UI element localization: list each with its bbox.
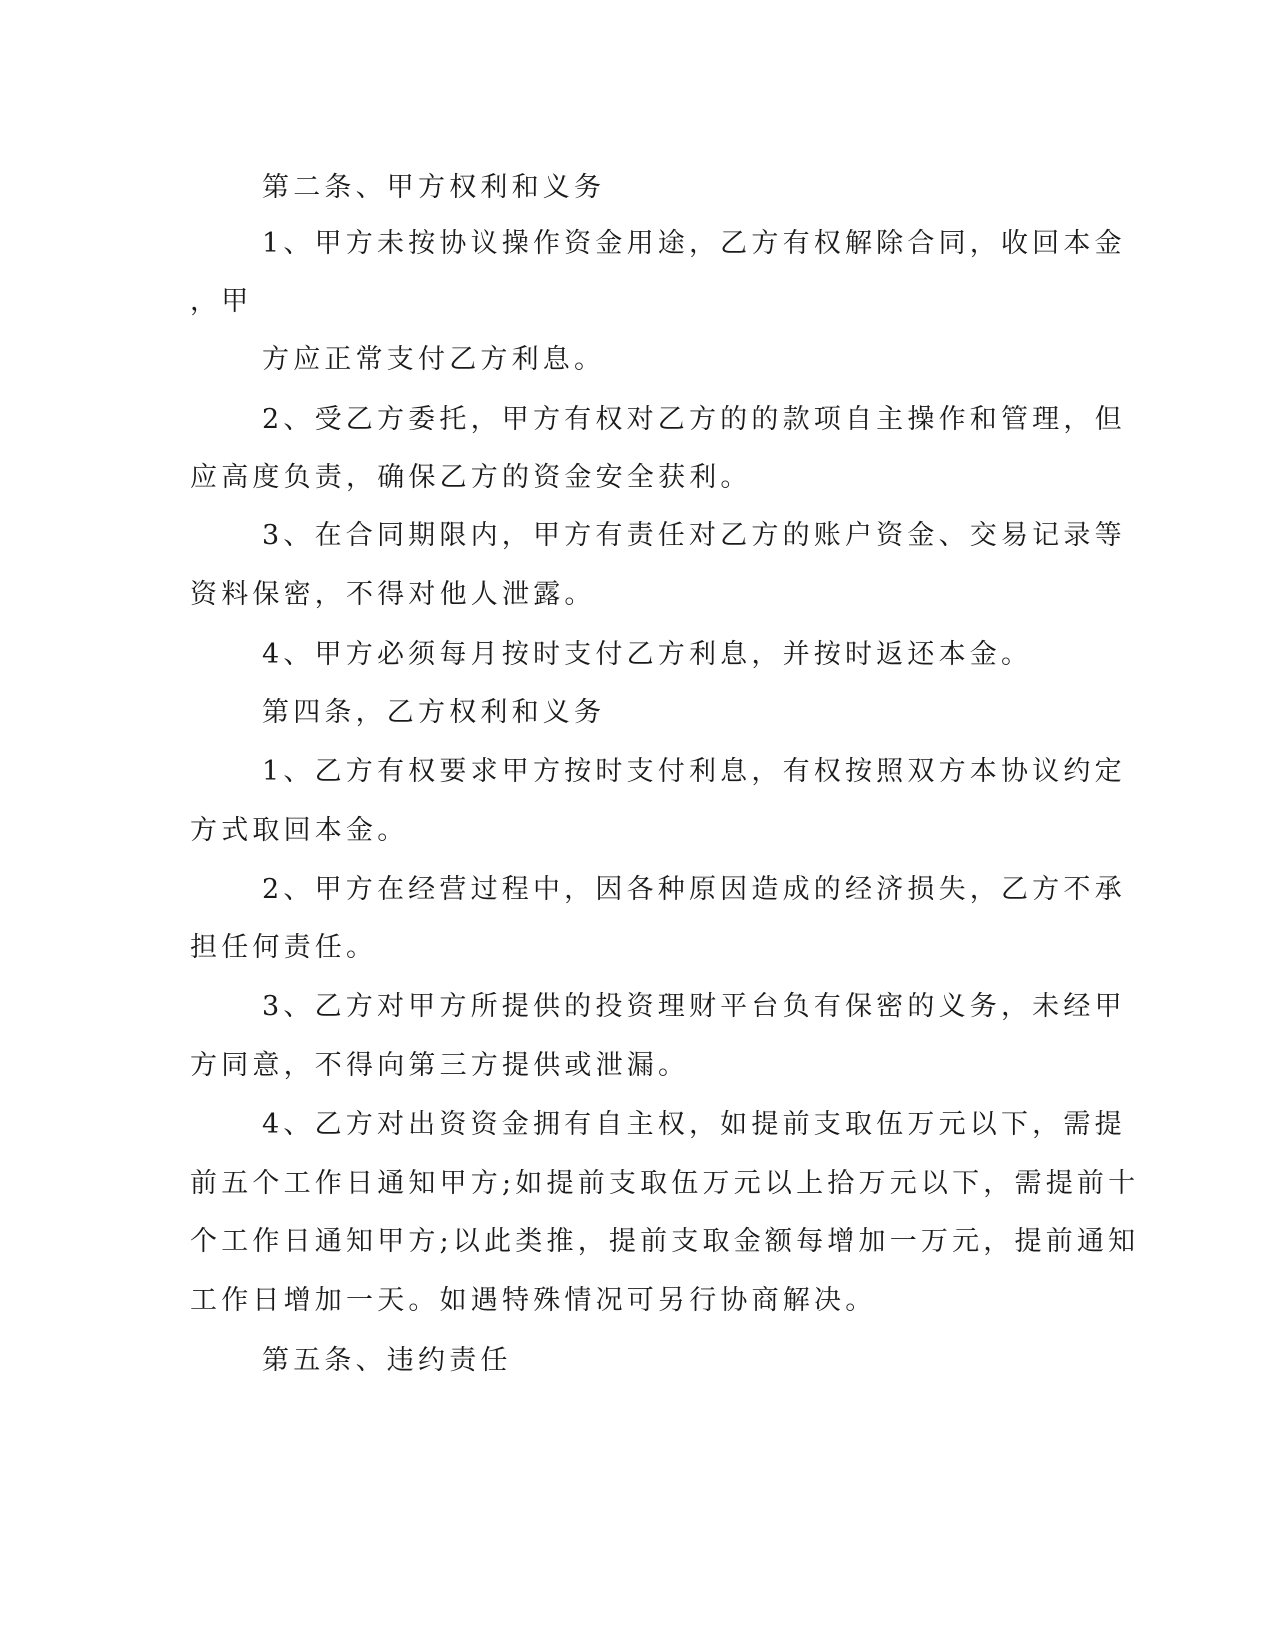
paragraph-line: 3、乙方对甲方所提供的投资理财平台负有保密的义务，未经甲 <box>262 991 1126 1022</box>
paragraph-line: 3、在合同期限内，甲方有责任对乙方的账户资金、交易记录等 <box>262 520 1126 551</box>
paragraph-line: 2、受乙方委托，甲方有权对乙方的的款项自主操作和管理，但 <box>262 404 1126 435</box>
paragraph-line: 方式取回本金。 <box>190 815 409 846</box>
paragraph-line: 1、甲方未按协议操作资金用途，乙方有权解除合同，收回本金 <box>262 228 1126 259</box>
paragraph-line: 工作日增加一天。如遇特殊情况可另行协商解决。 <box>190 1285 877 1316</box>
paragraph-line: 4、甲方必须每月按时支付乙方利息，并按时返还本金。 <box>262 639 1033 670</box>
paragraph-line: 前五个工作日通知甲方;如提前支取伍万元以上拾万元以下，需提前十 <box>190 1168 1140 1199</box>
paragraph-line: 2、甲方在经营过程中，因各种原因造成的经济损失，乙方不承 <box>262 874 1126 905</box>
paragraph-line: 1、乙方有权要求甲方按时支付利息，有权按照双方本协议约定 <box>262 756 1126 787</box>
paragraph-line: 方应正常支付乙方利息。 <box>262 344 606 375</box>
paragraph-line: 资料保密，不得对他人泄露。 <box>190 579 596 610</box>
paragraph-line: ，甲 <box>190 286 253 317</box>
paragraph-line: 方同意，不得向第三方提供或泄漏。 <box>190 1050 690 1081</box>
section-heading-article-5: 第五条、违约责任 <box>262 1345 512 1376</box>
paragraph-line: 个工作日通知甲方;以此类推，提前支取金额每增加一万元，提前通知 <box>190 1226 1140 1257</box>
paragraph-line: 应高度负责，确保乙方的资金安全获利。 <box>190 462 752 493</box>
section-heading-article-2: 第二条、甲方权利和义务 <box>262 172 606 203</box>
paragraph-line: 4、乙方对出资资金拥有自主权，如提前支取伍万元以下，需提 <box>262 1109 1126 1140</box>
paragraph-line: 担任何责任。 <box>190 932 378 963</box>
section-heading-article-4: 第四条，乙方权利和义务 <box>262 697 606 728</box>
